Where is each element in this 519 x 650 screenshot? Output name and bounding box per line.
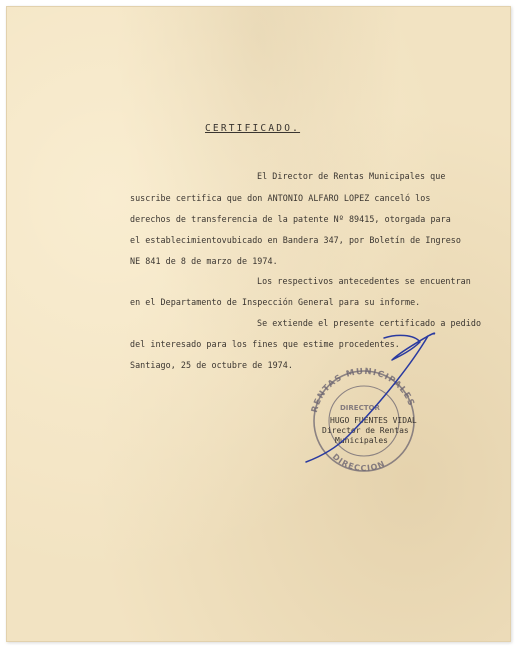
body-line-4: el establecimientovubicado en Bandera 347, por Boletín de Ingreso (130, 235, 461, 245)
signer-role-1: Director de Rentas (322, 426, 409, 435)
body-line-9: del interesado para los fines que estime procedentes. (130, 339, 400, 349)
stamp-ring-top: RENTAS MUNICIPALES (309, 366, 417, 414)
body-line-8: Se extiende el presente certificado a pedido (257, 318, 482, 328)
body-line-1: El Director de Rentas Municipales que (257, 171, 446, 181)
signer-role-2: Municipales (335, 436, 388, 445)
body-line-2: suscribe certifica que don ANTONIO ALFARO LOPEZ canceló los (130, 193, 431, 203)
document-title: CERTIFICADO. (205, 123, 301, 134)
body-line-7: en el Departamento de Inspección General para su informe. (130, 297, 421, 307)
body-line-5: NE 841 de 8 de marzo de 1974. (130, 256, 278, 266)
stamp-ring-bottom: DIRECCION (330, 452, 387, 473)
stamp-center-text: DIRECTOR (340, 404, 380, 412)
date-line: Santiago, 25 de octubre de 1974. (130, 360, 293, 370)
body-line-3: derechos de transferencia de la patente Nº 89415, otorgada para (130, 214, 451, 224)
signer-name: HUGO FUENTES VIDAL (330, 416, 417, 425)
body-line-6: Los respectivos antecedentes se encuentran (257, 276, 471, 286)
